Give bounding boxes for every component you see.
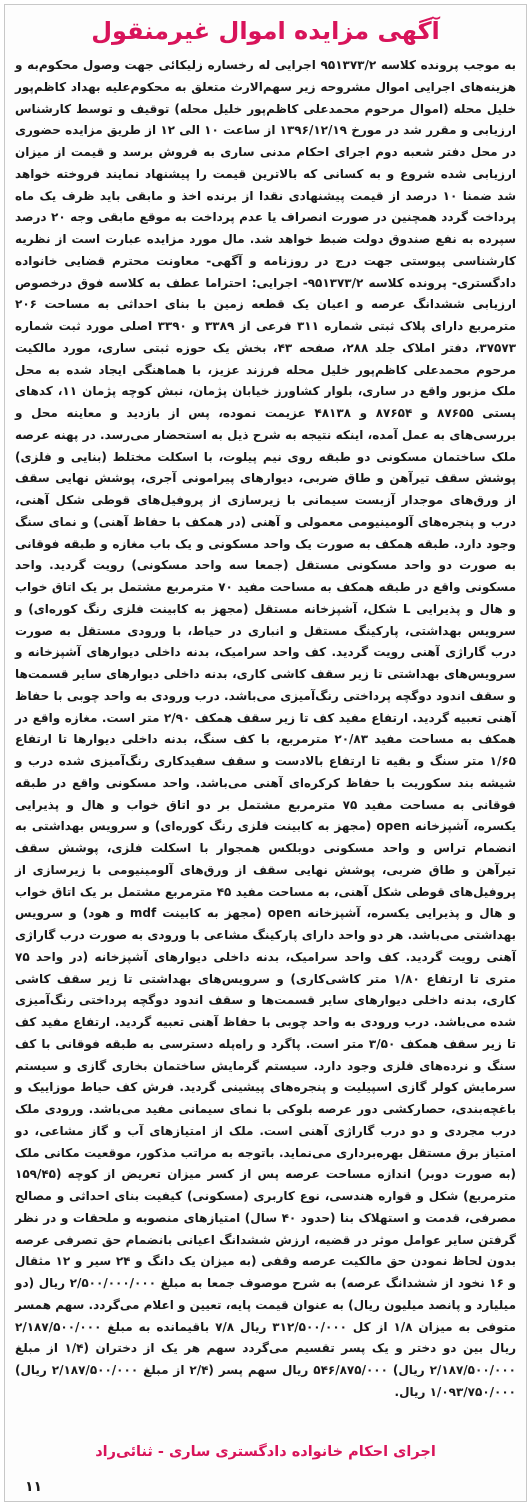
- notice-body: به موجب پرونده کلاسه ۹۵۱۳۷۳/۲ اجرایی له رخساره زلیکائی جهت وصول محکوم‌به و هزینه‌های اجرایی اموال مشروحه زیر سهم‌الارث متعلق به محکوم‌علیه بهداد کاظم‌پور خلیل محله (اموال مرحوم محمدعلی کاظم‌پور خلیل محله) توقیف و توسط کارشناس ارزیابی و مقرر شد در مورخ ۱۳۹۶/۱۲/۱۹ از ساعت ۱۰ الی ۱۲ از طریق مزایده حضوری در محل دفتر شعبه دوم اجرای احکام مدنی ساری به فروش برسد و قیمت از میزان ارزیابی شده شروع و به کسانی که بالاترین قیمت را پیشنهاد نمایند فروخته خواهد شد ضمنا ۱۰ درصد از قیمت پیشنهادی نقدا از برنده اخذ و مابقی باید ظرف یک ماه پرداخت گردد همچنین در صورت انصراف یا عدم پرداخت به موقع مابقی وجه ۲۰ درصد سپرده به نفع صندوق دولت ضبط خواهد شد. مال مورد مزایده عبارت است از نظریه کارشناسی پیوستی جهت درج در روزنامه و آگهی- معاونت محترم قضایی خانواده دادگستری- پرونده کلاسه ۹۵۱۳۷۳/۲- اجرایی: احتراما عطف به کلاسه فوق درخصوص ارزیابی ششدانگ عرصه و اعیان یک قطعه زمین با بنای احداثی به مساحت ۲۰۶ مترمربع دارای پلاک ثبتی شماره ۳۱۱ فرعی از ۳۳۸۹ و ۳۳۹۰ اصلی مورد ثبت شماره ۳۷۵۷۳، دفتر املاک جلد ۲۸۸، صفحه ۴۳، بخش یک حوزه ثبتی ساری، مورد مالکیت مرحوم محمدعلی کاظم‌پور خلیل محله فرزند عزیز، با هماهنگی ایجاد شده به محل ملک مزبور واقع در ساری، بلوار کشاورز خیابان پژمان، نبش کوچه پژمان ۱۱، کدهای پستی ۸۷۶۵۵ و ۸۷۶۵۴ و ۴۸۱۳۸ عزیمت نموده، پس از بازدید و معاینه محل و بررسی‌های به عمل آمده، اینکه نتیجه به شرح ذیل به استحضار می‌رسد. در پهنه عرصه ملک ساختمان مسکونی دو طبقه روی نیم پیلوت، با اسکلت مختلط (بنایی و فلزی) پوشش سقف تیرآهن و طاق ضربی، دیوارهای پیرامونی آجری، پوشش نهایی سقف از ورق‌های موجدار آزبست سیمانی با زیرسازی از پروفیل‌های قوطی شکل آهنی، درب و پنجره‌های آلومینیومی معمولی و آهنی (در همکف با حفاظ آهنی) و نمای سنگ وجود دارد. طبقه همکف به صورت یک واحد مسکونی و یک باب مغازه و طبقه فوقانی به صورت دو واحد مسکونی مستقل (جمعا سه واحد مسکونی) رویت گردید. واحد مسکونی واقع در طبقه همکف به مساحت مفید ۷۰ مترمربع مشتمل بر یک اتاق خواب و هال و پذیرایی L شکل، آشپزخانه مستقل (مجهز به کابینت فلزی رنگ کوره‌ای) و سرویس بهداشتی، پارکینگ مستقل و انباری در حیاط، با ورودی مستقل به صورت درب گاراژی آهنی رویت گردید. کف واحد سرامیک، بدنه داخلی دیوارهای آشپزخانه و سرویس‌های بهداشتی تا زیر سقف کاشی کاری، بدنه داخلی دیوارهای سایر قسمت‌ها و سقف اندود دوگچه پرداختی رنگ‌آمیزی می‌باشد. درب ورودی به واحد چوبی با حفاظ آهنی تعبیه گردید. ارتفاع مفید کف تا زیر سقف همکف ۲/۹۰ متر است. مغازه واقع در همکف به مساحت مفید ۲۰/۸۳ مترمربع، با کف سنگ، بدنه داخلی دیوارها تا ارتفاع ۱/۶۵ متر سنگ و بقیه تا ارتفاع بالادست و سقف سفیدکاری رنگ‌آمیزی شده درب و شیشه بند سکوریت با حفاظ کرکره‌ای آهنی می‌باشد. واحد مسکونی واقع در طبقه فوقانی به مساحت مفید ۷۵ مترمربع مشتمل بر دو اتاق خواب و هال و پذیرایی یکسره، آشپزخانه open (مجهز به کابینت فلزی رنگ کوره‌ای) و سرویس بهداشتی به انضمام تراس و واحد مسکونی دوبلکس همجوار با اسکلت فلزی، پوشش سقف تیرآهن و طاق ضربی، پوشش نهایی سقف از ورق‌های آلومینیومی با زیرسازی از پروفیل‌های قوطی شکل آهنی، به مساحت مفید ۴۵ مترمربع مشتمل بر یک اتاق خواب و هال و پذیرایی یکسره، آشپزخانه open (مجهز به کابینت mdf و هود) و سرویس بهداشتی می‌باشد. هر دو واحد دارای پارکینگ مشاعی با ورودی به صورت درب گاراژی آهنی رویت گردید. کف واحد سرامیک، بدنه داخلی دیوارهای آشپزخانه (در واحد ۷۵ متری تا ارتفاع ۱/۸۰ متر کاشی‌کاری) و سرویس‌های بهداشتی تا زیر سقف کاشی کاری، بدنه داخلی دیوارهای سایر قسمت‌ها و سقف اندود دوگچه پرداختی رنگ‌آمیزی شده می‌باشد. درب ورودی به واحد چوبی با حفاظ آهنی تعبیه گردید. ارتفاع مفید کف تا زیر سقف همکف ۳/۵۰ متر است. پاگرد و راه‌پله دسترسی به طبقه فوقانی با کف سنگ و نرده‌های فلزی وجود دارد. سیستم گرمایش ساختمان بخاری گازی و سیستم سرمایش کولر گازی اسپیلیت و پنجره‌های پیشینی گردید. فرش کف حیاط موزاییک و باغچه‌بندی، حصارکشی دور عرصه بلوکی با نمای سیمانی مفید می‌باشد. ورودی ملک درب مجردی و دو درب گاراژی آهنی است. ملک از امتیازهای آب و گاز مشاعی، دو امتیاز برق مستقل بهره‌برداری می‌نماید. باتوجه به مراتب مذکور، موقعیت مکانی ملک (به صورت دوبر) اندازه مساحت عرصه پس از کسر میزان تعریض از کوچه (۱۵۹/۴۵ مترمربع) شکل و قواره هندسی، نوع کاربری (مسکونی) کیفیت بنای احداثی و مصالح مصرفی، قدمت و استهلاک بنا (حدود ۴۰ سال) امتیازهای منصوبه و ملحقات و در نظر گرفتن سایر عوامل موثر در قضیه، ارزش ششدانگ اعیانی بانضمام حق تصرفی عرصه بدون لحاظ نمودن حق مالکیت عرصه وقفی (به میزان یک دانگ و ۲۴ سیر و ۱۲ مثقال و ۱۶ نخود از ششدانگ عرصه) به شرح موصوف جمعا به مبلغ ۲/۵۰۰/۰۰۰/۰۰۰ ریال (دو میلیارد و پانصد میلیون ریال) به عنوان قیمت پایه، تعیین و اعلام می‌گردد. سهم همسر متوفی به میزان ۱/۸ از کل ۳۱۲/۵۰۰/۰۰۰ ریال ۷/۸ باقیمانده به مبلغ ۲/۱۸۷/۵۰۰/۰۰۰ ریال بین دو دختر و یک پسر تقسیم می‌گردد سهم هر یک از دختران (۱/۴ از مبلغ ۲/۱۸۷/۵۰۰/۰۰۰ ریال) ۵۴۶/۸۷۵/۰۰۰ ریال سهم پسر (۲/۴ از مبلغ ۲/۱۸۷/۵۰۰/۰۰۰ ریال) ۱/۰۹۳/۷۵۰/۰۰۰ ریال.: [15, 58, 517, 1399]
- notice-signature: اجرای احکام خانواده دادگستری ساری - ثنائی‌راد: [95, 1444, 436, 1460]
- notice-title: آگهی مزایده اموال غیرمنقول: [91, 17, 440, 45]
- notice-page: [4, 4, 527, 1502]
- page-number: ۱۱: [25, 1479, 43, 1495]
